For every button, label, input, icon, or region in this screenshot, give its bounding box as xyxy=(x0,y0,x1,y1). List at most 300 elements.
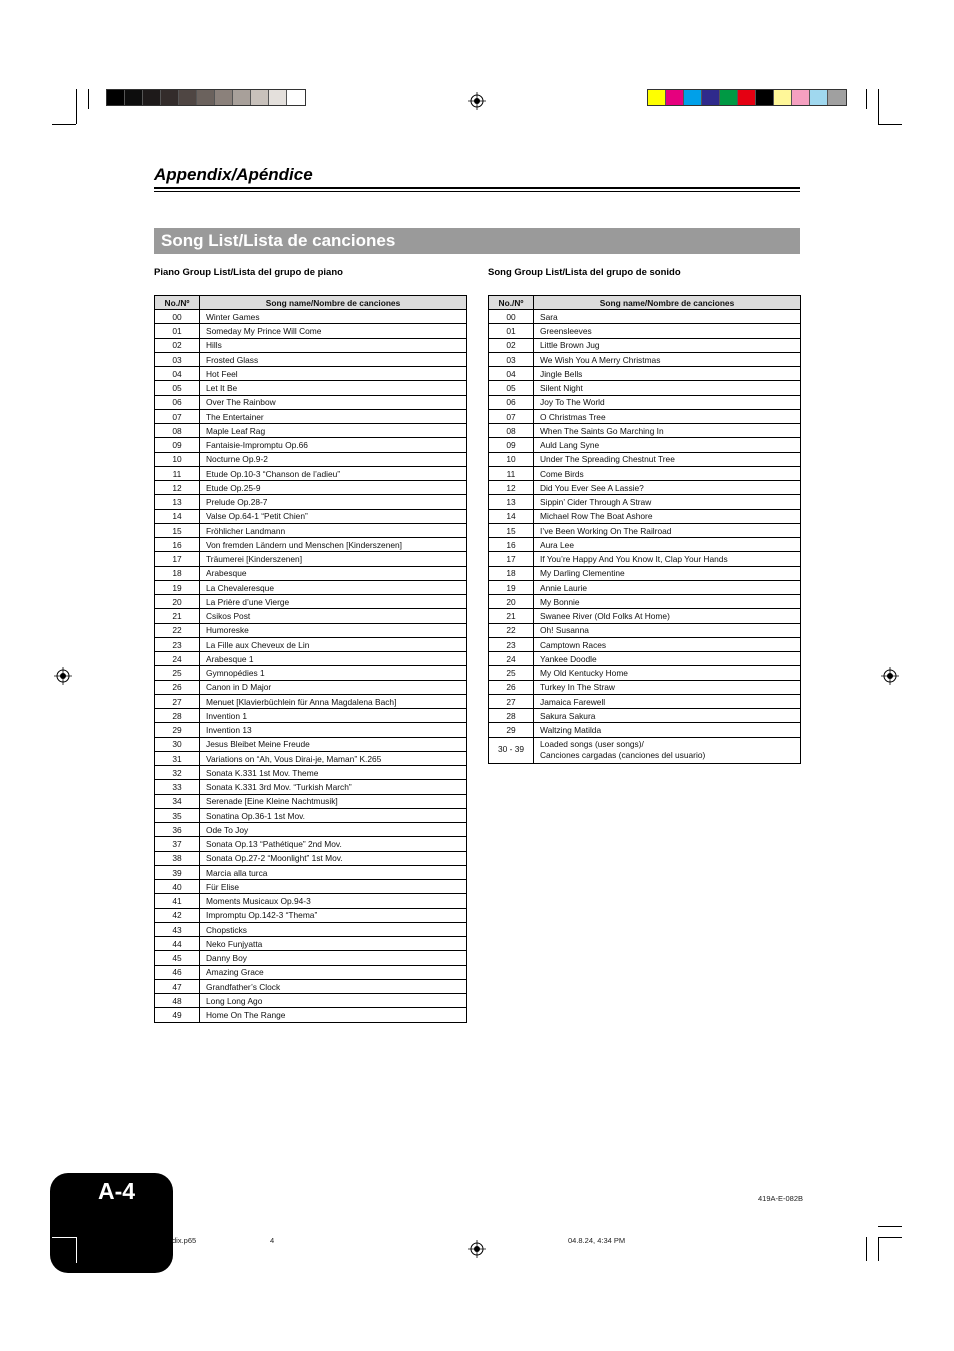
song-name: La Prière d’une Vierge xyxy=(200,595,467,609)
table-row xyxy=(155,424,467,438)
table-row xyxy=(155,409,467,423)
song-number: 03 xyxy=(155,352,200,366)
song-number: 23 xyxy=(489,637,534,651)
song-name: Amazing Grace xyxy=(200,965,467,979)
crop-mark xyxy=(878,1226,902,1227)
table-row xyxy=(155,880,467,894)
crop-mark xyxy=(878,89,879,124)
color-swatch xyxy=(233,90,251,105)
table-row xyxy=(489,424,801,438)
song-number: 23 xyxy=(155,637,200,651)
table-row xyxy=(155,709,467,723)
song-number: 10 xyxy=(489,452,534,466)
document-code: 419A-E-082B xyxy=(758,1194,804,1203)
table-row xyxy=(155,609,467,623)
crop-mark xyxy=(878,124,902,125)
color-swatch xyxy=(810,90,828,105)
song-name: Canon in D Major xyxy=(200,680,467,694)
table-row xyxy=(489,595,801,609)
table-row xyxy=(155,367,467,381)
song-name xyxy=(534,737,801,763)
song-name: Little Brown Jug xyxy=(534,338,801,352)
song-name: Etude Op.10-3 “Chanson de l’adieu” xyxy=(200,466,467,480)
song-name: Waltzing Matilda xyxy=(534,723,801,737)
song-group-heading: Song Group List/Lista del grupo de sonido xyxy=(488,267,681,278)
song-name: Maple Leaf Rag xyxy=(200,424,467,438)
table-row xyxy=(489,324,801,338)
song-number: 38 xyxy=(155,851,200,865)
song-name: Variations on “Ah, Vous Dirai-je, Maman” K.265 xyxy=(200,751,467,765)
song-number: 47 xyxy=(155,979,200,993)
song-name: Invention 13 xyxy=(200,723,467,737)
registration-mark-icon xyxy=(54,667,72,685)
table-row xyxy=(489,523,801,537)
song-name: Fantaisie-Impromptu Op.66 xyxy=(200,438,467,452)
table-row xyxy=(155,994,467,1008)
song-name: Silent Night xyxy=(534,381,801,395)
song-number: 25 xyxy=(489,666,534,680)
song-number: 24 xyxy=(489,652,534,666)
table-row xyxy=(155,352,467,366)
song-name: Yankee Doodle xyxy=(534,652,801,666)
song-number: 29 xyxy=(155,723,200,737)
color-swatch xyxy=(648,90,666,105)
song-name: Auld Lang Syne xyxy=(534,438,801,452)
song-name: My Old Kentucky Home xyxy=(534,666,801,680)
song-name: Long Long Ago xyxy=(200,994,467,1008)
table-row xyxy=(155,723,467,737)
song-number: 17 xyxy=(489,552,534,566)
table-row xyxy=(155,552,467,566)
song-name: Serenade [Eine Kleine Nachtmusik] xyxy=(200,794,467,808)
song-number: 11 xyxy=(155,466,200,480)
song-number: 33 xyxy=(155,780,200,794)
song-number: 08 xyxy=(489,424,534,438)
song-name: La Chevaleresque xyxy=(200,580,467,594)
table-row xyxy=(155,922,467,936)
table-row xyxy=(155,794,467,808)
file-name: dix.p65 xyxy=(172,1236,197,1245)
song-number: 39 xyxy=(155,865,200,879)
song-name: Für Elise xyxy=(200,880,467,894)
table-row xyxy=(155,623,467,637)
song-name: We Wish You A Merry Christmas xyxy=(534,352,801,366)
song-number: 09 xyxy=(489,438,534,452)
color-swatch xyxy=(125,90,143,105)
color-swatch xyxy=(269,90,287,105)
song-name: Annie Laurie xyxy=(534,580,801,594)
song-name: The Entertainer xyxy=(200,409,467,423)
crop-mark xyxy=(878,1237,879,1261)
column-header-number: No./Nº xyxy=(489,296,534,310)
page-title-banner: Song List/Lista de canciones xyxy=(154,228,800,254)
song-name: Sonata K.331 1st Mov. Theme xyxy=(200,766,467,780)
song-number: 20 xyxy=(155,595,200,609)
color-swatch xyxy=(179,90,197,105)
color-swatch xyxy=(107,90,125,105)
song-number: 37 xyxy=(155,837,200,851)
color-swatch xyxy=(828,90,846,105)
table-row xyxy=(489,509,801,523)
column-header-song-name: Song name/Nombre de canciones xyxy=(534,296,801,310)
table-row-loaded-songs xyxy=(489,737,801,763)
song-name: Sonata K.331 3rd Mov. “Turkish March” xyxy=(200,780,467,794)
song-number: 18 xyxy=(155,566,200,580)
song-number: 49 xyxy=(155,1008,200,1022)
table-row xyxy=(155,823,467,837)
song-number: 26 xyxy=(155,680,200,694)
registration-mark-icon xyxy=(881,667,899,685)
song-name: If You’re Happy And You Know It, Clap Your Hands xyxy=(534,552,801,566)
table-row xyxy=(489,381,801,395)
song-name: Fröhlicher Landmann xyxy=(200,523,467,537)
table-row xyxy=(155,509,467,523)
song-name: Von fremden Ländern und Menschen [Kinderszenen] xyxy=(200,538,467,552)
song-number: 45 xyxy=(155,951,200,965)
header-rule xyxy=(154,187,800,189)
color-swatch xyxy=(756,90,774,105)
table-row xyxy=(489,367,801,381)
table-row xyxy=(155,395,467,409)
song-number: 25 xyxy=(155,666,200,680)
table-row xyxy=(155,637,467,651)
table-row xyxy=(155,652,467,666)
song-group-table xyxy=(488,295,801,764)
table-row xyxy=(155,965,467,979)
color-swatch xyxy=(684,90,702,105)
song-number: 36 xyxy=(155,823,200,837)
song-number: 40 xyxy=(155,880,200,894)
table-row xyxy=(489,395,801,409)
crop-mark xyxy=(866,1237,867,1261)
table-row xyxy=(155,495,467,509)
piano-group-table xyxy=(154,295,467,1023)
table-row xyxy=(155,338,467,352)
song-number: 02 xyxy=(489,338,534,352)
song-name: Sonata Op.13 “Pathétique” 2nd Mov. xyxy=(200,837,467,851)
song-number: 14 xyxy=(155,509,200,523)
song-number: 29 xyxy=(489,723,534,737)
song-number: 16 xyxy=(155,538,200,552)
table-row xyxy=(155,837,467,851)
song-number: 03 xyxy=(489,352,534,366)
song-name: Sonata Op.27-2 “Moonlight” 1st Mov. xyxy=(200,851,467,865)
song-name-line: Canciones cargadas (canciones del usuario) xyxy=(540,750,706,761)
table-row xyxy=(489,409,801,423)
song-name: Träumerei [Kinderszenen] xyxy=(200,552,467,566)
crop-mark xyxy=(88,89,89,109)
table-row xyxy=(489,680,801,694)
song-name-line: Loaded songs (user songs)/ xyxy=(540,738,644,749)
table-row xyxy=(155,310,467,324)
header-rule xyxy=(154,191,800,192)
song-number: 31 xyxy=(155,751,200,765)
song-number: 07 xyxy=(489,409,534,423)
table-row xyxy=(155,523,467,537)
song-number: 18 xyxy=(489,566,534,580)
crop-mark xyxy=(76,89,77,124)
column-header-song-name: Song name/Nombre de canciones xyxy=(200,296,467,310)
color-swatch xyxy=(792,90,810,105)
table-row xyxy=(155,694,467,708)
color-swatch xyxy=(143,90,161,105)
song-number: 00 xyxy=(155,310,200,324)
song-name: When The Saints Go Marching In xyxy=(534,424,801,438)
table-row xyxy=(155,865,467,879)
table-row xyxy=(155,1008,467,1022)
table-row xyxy=(489,723,801,737)
registration-mark-icon xyxy=(468,1240,486,1258)
song-name: Turkey In The Straw xyxy=(534,680,801,694)
table-row xyxy=(155,894,467,908)
song-name: Impromptu Op.142-3 “Thema” xyxy=(200,908,467,922)
table-row xyxy=(155,466,467,480)
table-row xyxy=(489,338,801,352)
song-number: 11 xyxy=(489,466,534,480)
song-number: 17 xyxy=(155,552,200,566)
song-name: Over The Rainbow xyxy=(200,395,467,409)
song-number: 04 xyxy=(155,367,200,381)
table-row xyxy=(155,808,467,822)
song-number: 06 xyxy=(489,395,534,409)
table-row xyxy=(155,979,467,993)
song-number: 19 xyxy=(155,580,200,594)
table-row xyxy=(155,851,467,865)
song-name: Hot Feel xyxy=(200,367,467,381)
table-row xyxy=(155,566,467,580)
song-name: Hills xyxy=(200,338,467,352)
song-number: 05 xyxy=(489,381,534,395)
color-swatch xyxy=(287,90,305,105)
song-name: Nocturne Op.9-2 xyxy=(200,452,467,466)
song-name: Etude Op.25-9 xyxy=(200,481,467,495)
song-name: Oh! Susanna xyxy=(534,623,801,637)
song-name: Humoreske xyxy=(200,623,467,637)
page-number: A-4 xyxy=(98,1178,136,1204)
crop-mark xyxy=(52,1237,76,1238)
table-row xyxy=(489,310,801,324)
song-name: Sippin’ Cider Through A Straw xyxy=(534,495,801,509)
song-number: 15 xyxy=(489,523,534,537)
column-header-number: No./Nº xyxy=(155,296,200,310)
song-number: 02 xyxy=(155,338,200,352)
song-number: 41 xyxy=(155,894,200,908)
song-name: Ode To Joy xyxy=(200,823,467,837)
section-title: Appendix/Apéndice xyxy=(154,165,313,184)
song-name: Aura Lee xyxy=(534,538,801,552)
color-swatch xyxy=(251,90,269,105)
song-number: 01 xyxy=(155,324,200,338)
song-name: Jesus Bleibet Meine Freude xyxy=(200,737,467,751)
table-row xyxy=(489,538,801,552)
song-number: 35 xyxy=(155,808,200,822)
file-page: 4 xyxy=(270,1236,275,1245)
crop-mark xyxy=(52,124,76,125)
table-row xyxy=(489,452,801,466)
table-row xyxy=(489,652,801,666)
song-number: 22 xyxy=(489,623,534,637)
song-number: 09 xyxy=(155,438,200,452)
song-number: 30 - 39 xyxy=(489,737,534,763)
table-row xyxy=(489,552,801,566)
table-row xyxy=(155,381,467,395)
color-swatch xyxy=(161,90,179,105)
piano-group-heading: Piano Group List/Lista del grupo de piano xyxy=(154,267,343,278)
song-number: 46 xyxy=(155,965,200,979)
song-name: Prelude Op.28-7 xyxy=(200,495,467,509)
song-number: 10 xyxy=(155,452,200,466)
table-row xyxy=(155,737,467,751)
song-number: 22 xyxy=(155,623,200,637)
color-swatch xyxy=(197,90,215,105)
song-name: Chopsticks xyxy=(200,922,467,936)
song-name: Valse Op.64-1 “Petit Chien” xyxy=(200,509,467,523)
gray-color-bar xyxy=(106,89,306,106)
song-number: 13 xyxy=(489,495,534,509)
song-name: Gymnopédies 1 xyxy=(200,666,467,680)
table-row xyxy=(489,637,801,651)
song-name: I’ve Been Working On The Railroad xyxy=(534,523,801,537)
table-row xyxy=(489,694,801,708)
song-name: Grandfather’s Clock xyxy=(200,979,467,993)
song-number: 16 xyxy=(489,538,534,552)
color-swatch xyxy=(720,90,738,105)
song-number: 04 xyxy=(489,367,534,381)
song-name: Camptown Races xyxy=(534,637,801,651)
table-row xyxy=(489,481,801,495)
color-swatch xyxy=(666,90,684,105)
song-name: Joy To The World xyxy=(534,395,801,409)
song-name: Marcia alla turca xyxy=(200,865,467,879)
table-row xyxy=(155,538,467,552)
table-row xyxy=(489,666,801,680)
song-number: 06 xyxy=(155,395,200,409)
table-row xyxy=(155,766,467,780)
registration-mark-icon xyxy=(468,92,486,110)
song-name: Jingle Bells xyxy=(534,367,801,381)
table-row xyxy=(155,937,467,951)
song-name: Someday My Prince Will Come xyxy=(200,324,467,338)
song-name: Invention 1 xyxy=(200,709,467,723)
song-number: 15 xyxy=(155,523,200,537)
table-row xyxy=(489,352,801,366)
song-number: 24 xyxy=(155,652,200,666)
song-name: Home On The Range xyxy=(200,1008,467,1022)
table-row xyxy=(155,780,467,794)
song-name: Greensleeves xyxy=(534,324,801,338)
song-number: 01 xyxy=(489,324,534,338)
song-number: 30 xyxy=(155,737,200,751)
color-swatch xyxy=(702,90,720,105)
table-row xyxy=(155,580,467,594)
table-row xyxy=(155,452,467,466)
song-name: O Christmas Tree xyxy=(534,409,801,423)
song-number: 05 xyxy=(155,381,200,395)
song-number: 32 xyxy=(155,766,200,780)
song-name: Arabesque xyxy=(200,566,467,580)
song-number: 12 xyxy=(489,481,534,495)
song-name: Menuet [Klavierbüchlein für Anna Magdalena Bach] xyxy=(200,694,467,708)
song-name: Did You Ever See A Lassie? xyxy=(534,481,801,495)
song-number: 12 xyxy=(155,481,200,495)
table-row xyxy=(489,609,801,623)
process-color-bar xyxy=(647,89,847,106)
song-name: Michael Row The Boat Ashore xyxy=(534,509,801,523)
song-name: Moments Musicaux Op.94-3 xyxy=(200,894,467,908)
song-name: Come Birds xyxy=(534,466,801,480)
song-number: 07 xyxy=(155,409,200,423)
song-number: 42 xyxy=(155,908,200,922)
song-name: Sara xyxy=(534,310,801,324)
song-name: My Darling Clementine xyxy=(534,566,801,580)
color-swatch xyxy=(774,90,792,105)
table-row xyxy=(155,680,467,694)
song-number: 43 xyxy=(155,922,200,936)
crop-mark xyxy=(866,89,867,109)
song-name: Neko Funjyatta xyxy=(200,937,467,951)
song-name: Jamaica Farewell xyxy=(534,694,801,708)
song-name: La Fille aux Cheveux de Lin xyxy=(200,637,467,651)
song-number: 00 xyxy=(489,310,534,324)
song-number: 34 xyxy=(155,794,200,808)
table-row xyxy=(489,623,801,637)
song-name: Arabesque 1 xyxy=(200,652,467,666)
table-row xyxy=(155,438,467,452)
crop-mark xyxy=(76,1237,77,1263)
song-name: Sonatina Op.36-1 1st Mov. xyxy=(200,808,467,822)
song-number: 14 xyxy=(489,509,534,523)
song-number: 27 xyxy=(489,694,534,708)
table-row xyxy=(489,466,801,480)
song-name: My Bonnie xyxy=(534,595,801,609)
table-row xyxy=(489,580,801,594)
song-number: 48 xyxy=(155,994,200,1008)
song-number: 44 xyxy=(155,937,200,951)
table-row xyxy=(489,566,801,580)
song-name: Under The Spreading Chestnut Tree xyxy=(534,452,801,466)
song-number: 08 xyxy=(155,424,200,438)
song-number: 26 xyxy=(489,680,534,694)
song-number: 21 xyxy=(489,609,534,623)
song-name: Swanee River (Old Folks At Home) xyxy=(534,609,801,623)
color-swatch xyxy=(738,90,756,105)
song-number: 20 xyxy=(489,595,534,609)
table-row xyxy=(155,481,467,495)
table-row xyxy=(155,324,467,338)
song-number: 28 xyxy=(489,709,534,723)
song-name: Winter Games xyxy=(200,310,467,324)
table-row xyxy=(489,709,801,723)
table-header-row xyxy=(155,296,467,310)
crop-mark xyxy=(878,1237,902,1238)
table-header-row xyxy=(489,296,801,310)
song-name: Sakura Sakura xyxy=(534,709,801,723)
song-name: Let It Be xyxy=(200,381,467,395)
song-number: 13 xyxy=(155,495,200,509)
table-row xyxy=(155,751,467,765)
song-number: 19 xyxy=(489,580,534,594)
table-row xyxy=(155,666,467,680)
table-row xyxy=(155,908,467,922)
color-swatch xyxy=(215,90,233,105)
table-row xyxy=(155,951,467,965)
song-name: Csikos Post xyxy=(200,609,467,623)
song-number: 28 xyxy=(155,709,200,723)
table-row xyxy=(489,438,801,452)
file-timestamp: 04.8.24, 4:34 PM xyxy=(568,1236,626,1245)
table-row xyxy=(489,495,801,509)
song-number: 21 xyxy=(155,609,200,623)
